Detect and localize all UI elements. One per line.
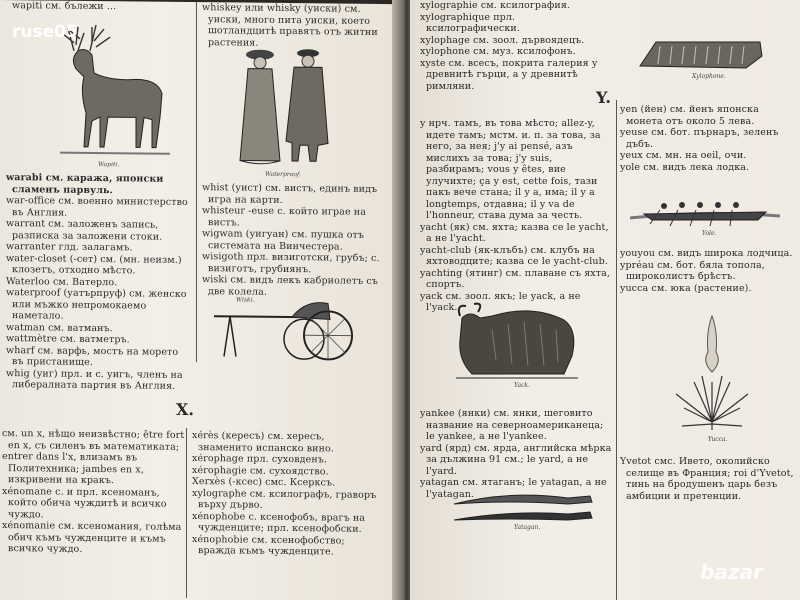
entry: warrant см. заложенъ запись, разписка за заложени стоки. (6, 218, 163, 243)
entry: warabi см. каража, японски сламенъ парвуль. (6, 172, 164, 196)
yole-caption: Yole. (702, 230, 717, 237)
entry: Waterloo см. Ватерло. (6, 275, 118, 288)
right-col2-bottom (620, 456, 796, 502)
entry: xénophobe с. ксенофобъ, врагъ на чужденците; прл. ксенофобски. (192, 510, 366, 535)
entry: yole см. видъ лека лодка. (620, 161, 750, 173)
entry: wattmètre см. ватметръ. (6, 333, 130, 346)
entry: yatagan см. ятаганъ; le yatagan, а не l'yatagan. (420, 477, 607, 500)
x-col1 (2, 428, 186, 556)
bazar-watermark: bazar (700, 560, 763, 584)
entry: yucca см. юка (растение). (620, 282, 752, 294)
entry: ypréau см. бот. бяла топола, широколистъ брѣстъ. (620, 259, 765, 282)
column-rule (616, 100, 617, 600)
entry: yack см. зоол. якъ; le yack, а не l'yack. (420, 290, 581, 313)
entry: Yvetot смс. Ивето, околийско селище въ Франция; roi d'Yvetot, тинь на бродушенъ царь безъ амбиции и претенции. (620, 456, 794, 502)
entry: xylographie см. ксилография. (420, 0, 571, 11)
entry: whig (уиг) прл. и с. уигъ, членъ на либералната партия въ Англия. (6, 367, 183, 392)
column-rule (196, 2, 197, 362)
waterproof-caption: Waterproof. (265, 170, 301, 179)
yucca-caption: Yucca. (708, 436, 728, 443)
entry: war-office см. военно министерство въ Англия. (6, 195, 188, 219)
yak-caption: Yack. (514, 382, 530, 389)
entry: whist (уист) см. вистъ, единъ видъ игра на карти. (202, 182, 378, 206)
right-col1-top (420, 0, 610, 92)
entry: yacht (як) см. яхта; казва се le yacht, а не l'yacht. (420, 221, 609, 244)
x-col2 (192, 430, 382, 558)
entry: xérès (кересъ) см. хересъ, знаменито испанско вино. (192, 430, 334, 454)
entry: xyste см. всесъ, покрита галерия у древнитѣ гърци, а у древнитѣ римляни. (420, 57, 598, 92)
entry: wiski см. видъ лекъ кабриолетъ съ две колела. (202, 274, 378, 298)
entry: xérophage прл. суховденъ. (192, 453, 328, 466)
entry: yachting (ятинг) см. плаване съ яхта, спортъ. (420, 267, 611, 290)
entry: wharf см. варфь, мостъ на морето въ пристанище. (6, 344, 179, 368)
yatagan-illustration (450, 484, 600, 528)
entry: yankee (янки) см. янки, шеговито название на северноамериканеца; le yankee, а не l'yankee. (420, 408, 604, 442)
entry: whiskey или whisky (уиски) см. уиски, много пита уиски, което шотландцитѣ правятъ отъ житни растения. (202, 2, 378, 49)
left-col2 (202, 182, 382, 299)
right-page (410, 0, 800, 600)
entry: wisigoth прл. визиготски, грубъ; с. визиготъ, грубиянъ. (202, 251, 380, 275)
letter-y-heading: Y. (596, 88, 611, 107)
waterproof-illustration (230, 42, 340, 168)
entry: xénomanie см. ксеномания, голѣма обич къмъ чужденците и къмъ всичко чуждо. (2, 520, 182, 555)
yak-illustration (452, 300, 582, 382)
entry: yacht-club (як-клъбъ) см. клубъ на яхтоводците; казва се le yacht-club. (420, 244, 608, 267)
entry: watman см. ватманъ. (6, 321, 113, 334)
entry: waterproof (уатърпруф) см. женско или мъжко непромокаемо наметало. (6, 287, 187, 322)
right-col2-top (620, 104, 796, 173)
entry: yen (йен) см. йенъ японска монета отъ около 5 лева. (620, 104, 759, 127)
right-col2 (620, 248, 796, 294)
entry: xylographique прл. ксилографически. (420, 11, 520, 34)
entry: wigwam (уигуан) см. пушка отъ системата на Винчестера. (202, 228, 365, 253)
entry: yeux см. мн. на oeil, очи. (620, 150, 747, 161)
entry: xénomane с. и прл. ксеноманъ, който обича чуждитѣ и всичко чуждо. (2, 485, 167, 520)
wiski-caption: Wiski. (236, 296, 255, 304)
entry: Xerxès (-ксес) смс. Ксерксъ. (192, 476, 336, 489)
left-col1-top (12, 0, 192, 13)
column-rule (186, 428, 187, 598)
yatagan-caption: Yatagan. (514, 524, 541, 531)
entry: wapiti см. бълежи ... (12, 0, 117, 13)
entry: xylophone см. муз. ксилофонъ. (420, 46, 576, 57)
entry: water-closet (-сет) см. (мн. неизм.) клозетъ, отходно мѣсто. (6, 252, 182, 277)
entry: xérophagie см. сухоядство. (192, 464, 329, 477)
entry: xylophage см. зоол. дървоядецъ. (420, 34, 585, 46)
yole-illustration (630, 188, 780, 228)
left-col1 (6, 172, 192, 392)
letter-x-heading: X. (176, 399, 194, 420)
entry: whisteur -euse с. който играе на вистъ. (202, 205, 366, 229)
entry: y нрч. тамъ, въ това мѣсто; allez-y, идете тамъ; мстм. и. п. за това, за него, за нея; j'y ai pensé, азъ мислихъ за това; j'y suis, разбирамъ; vous y êtes, вие улучихте; ça y est, cette fois, тази пакъ вече стана; il y a, има; il y a longtemps, отдавна; il y va de l'honneur, става дума за честь. (420, 118, 601, 221)
entry: xylographe см. ксилографъ, граворъ върху дърво. (192, 487, 377, 511)
wiski-illustration (210, 294, 360, 366)
entry: warranter глд. залагамъ. (6, 241, 133, 254)
entry: см. un x, нѣщо неизвѣстно; être fort en x, съ силенъ въ математиката; (2, 428, 185, 453)
ruse05-logo: ruse05 (12, 22, 78, 42)
entry: entrer dans l'x, влизамъ въ Политехника; jambes en x, изкривени на кракъ. (2, 451, 144, 487)
entry: yeuse см. бот. пърнаръ, зеленъ дъбъ. (620, 127, 779, 150)
entry: xénophobie см. ксенофобство; вражда къмъ чужденците. (192, 533, 345, 558)
xylophone-illustration (636, 36, 766, 72)
wapiti-caption: Wapiti. (98, 161, 120, 169)
entry: yard (ярд) см. ярда, английска мѣрка за дължина 91 см.; le yard, а не l'yard. (420, 442, 612, 477)
right-col1 (420, 118, 612, 314)
xylophone-caption: Xylophone. (692, 73, 726, 80)
yucca-illustration (672, 312, 752, 432)
entry: youyou см. видъ широка лодчица. (620, 248, 793, 259)
